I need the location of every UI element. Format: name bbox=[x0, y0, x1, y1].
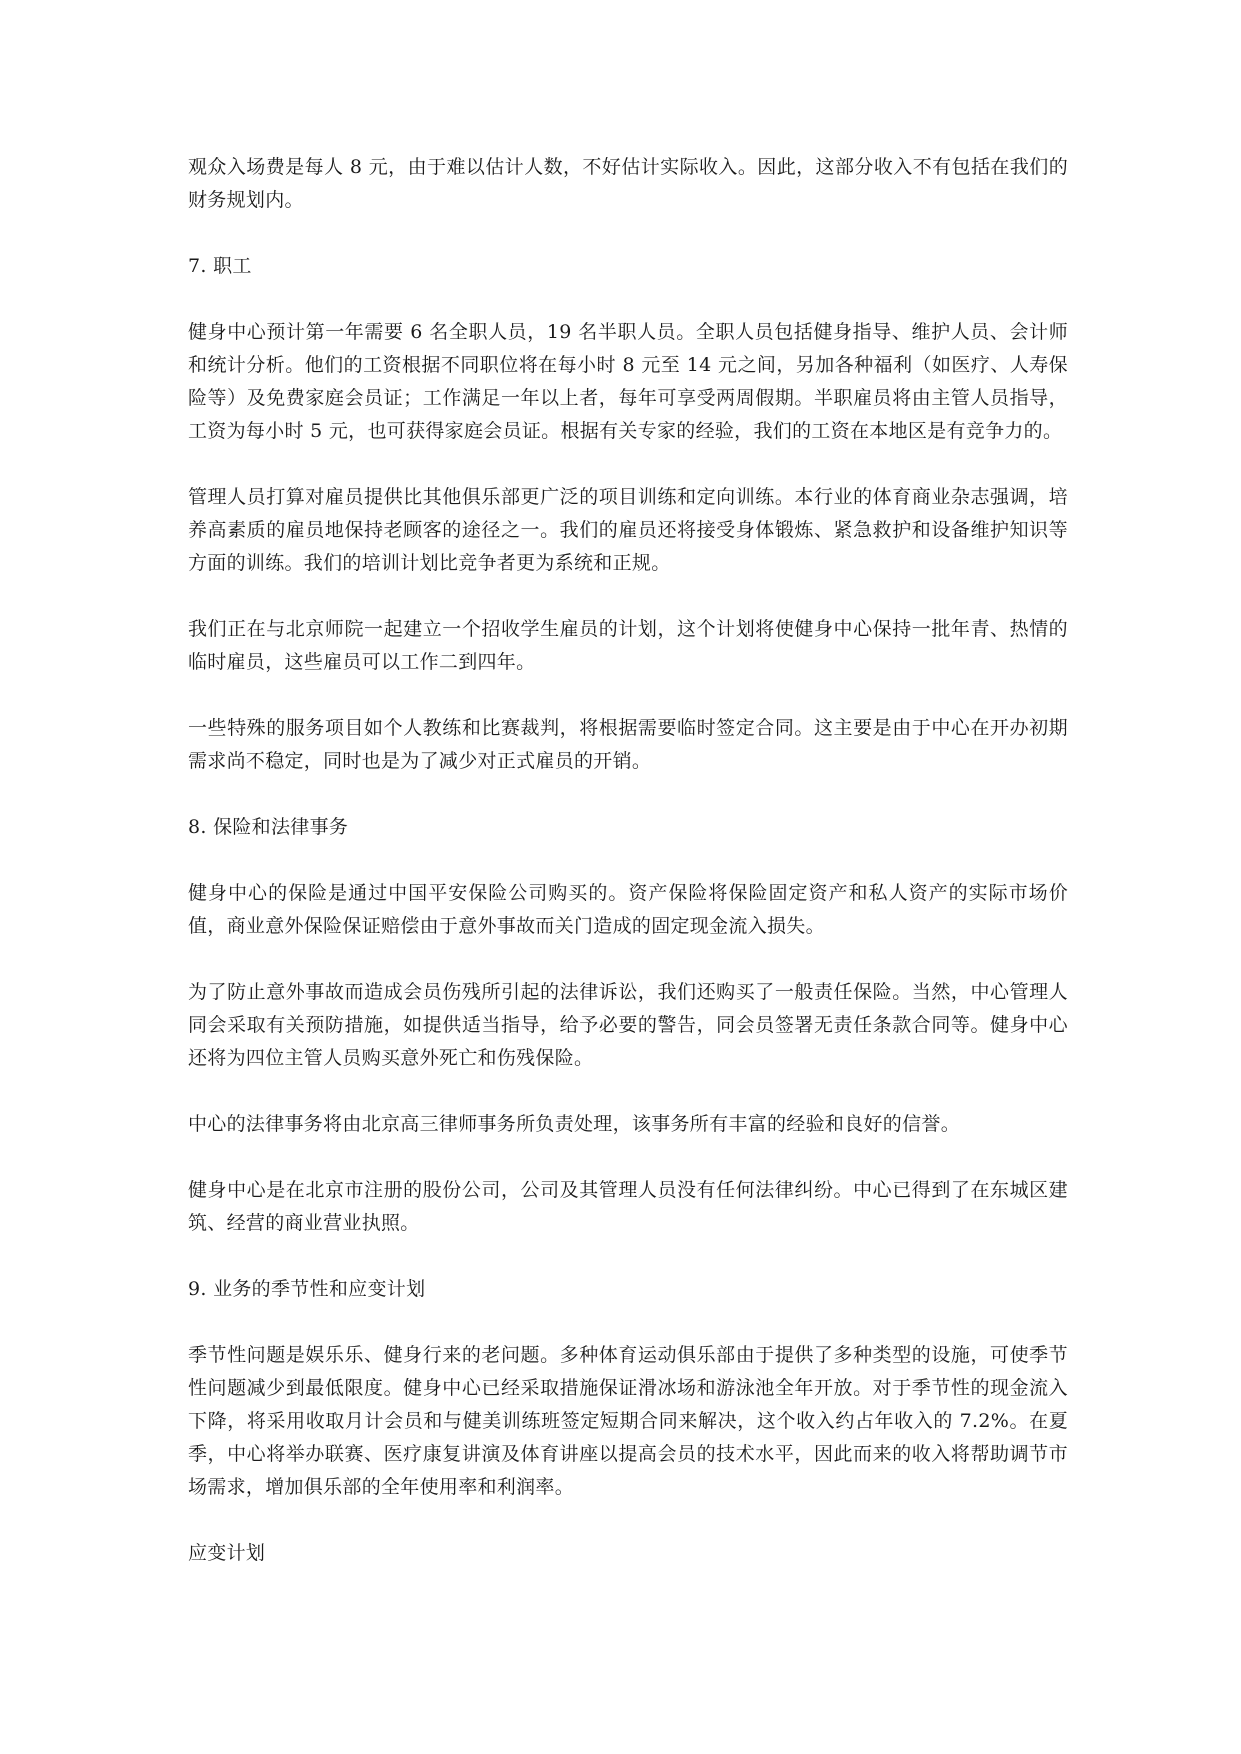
paragraph-special-services: 一些特殊的服务项目如个人教练和比赛裁判，将根据需要临时签定合同。这主要是由于中心在开办初期需求尚不稳定，同时也是为了减少对正式雇员的开销。 bbox=[188, 717, 1068, 772]
paragraph-staffing: 健身中心预计第一年需要 6 名全职人员，19 名半职人员。全职人员包括健身指导、维护人员、会计师和统计分析。他们的工资根据不同职位将在每小时 8 元至 14 元之间，另加各种福利（如医疗、人寿保险等）及免费家庭会员证；工作满足一年以上者，每年可享受两周假期。半职雇员将由主管人员指导，工资为每小时 5 元，也可获得家庭会员证。根据有关专家的经验，我们的工资在本地区是有竞争力的。 bbox=[188, 321, 1068, 442]
section-heading-staff: 7. 职工 bbox=[188, 255, 252, 277]
paragraph-student-employees: 我们正在与北京师院一起建立一个招收学生雇员的计划，这个计划将使健身中心保持一批年青、热情的临时雇员，这些雇员可以工作二到四年。 bbox=[188, 618, 1068, 673]
section-heading-seasonality: 9. 业务的季节性和应变计划 bbox=[188, 1278, 426, 1300]
paragraph-training: 管理人员打算对雇员提供比其他俱乐部更广泛的项目训练和定向训练。本行业的体育商业杂志强调，培养高素质的雇员地保持老顾客的途径之一。我们的雇员还将接受身体锻炼、紧急救护和设备维护知识等方面的训练。我们的培训计划比竞争者更为系统和正规。 bbox=[188, 486, 1068, 574]
paragraph-registration: 健身中心是在北京市注册的股份公司，公司及其管理人员没有任何法律纠纷。中心已得到了在东城区建筑、经营的商业营业执照。 bbox=[188, 1179, 1068, 1234]
paragraph-liability: 为了防止意外事故而造成会员伤残所引起的法律诉讼，我们还购买了一般责任保险。当然，中心管理人同会采取有关预防措施，如提供适当指导，给予必要的警告，同会员签署无责任条款合同等。健身中心还将为四位主管人员购买意外死亡和伤残保险。 bbox=[188, 981, 1068, 1069]
document-page bbox=[188, 151, 1068, 1603]
paragraph-insurance: 健身中心的保险是通过中国平安保险公司购买的。资产保险将保险固定资产和私人资产的实际市场价值，商业意外保险保证赔偿由于意外事故而关门造成的固定现金流入损失。 bbox=[188, 882, 1068, 937]
paragraph-seasonality: 季节性问题是娱乐乐、健身行来的老问题。多种体育运动俱乐部由于提供了多种类型的设施，可使季节性问题减少到最低限度。健身中心已经采取措施保证滑冰场和游泳池全年开放。对于季节性的现金流入下降，将采用收取月计会员和与健美训练班签定短期合同来解决，这个收入约占年收入的 7.2%。在夏季，中心将举办联赛、医疗康复讲演及体育讲座以提高会员的技术水平，因此而来的收入将帮助调节市场需求，增加俱乐部的全年使用率和利润率。 bbox=[188, 1344, 1068, 1498]
paragraph-legal-counsel: 中心的法律事务将由北京高三律师事务所负责处理，该事务所有丰富的经验和良好的信誉。 bbox=[188, 1113, 961, 1135]
section-heading-insurance-legal: 8. 保险和法律事务 bbox=[188, 816, 349, 838]
paragraph-admission-fee: 观众入场费是每人 8 元，由于难以估计人数，不好估计实际收入。因此，这部分收入不有包括在我们的财务规划内。 bbox=[188, 156, 1068, 211]
section-heading-contingency: 应变计划 bbox=[188, 1542, 266, 1564]
